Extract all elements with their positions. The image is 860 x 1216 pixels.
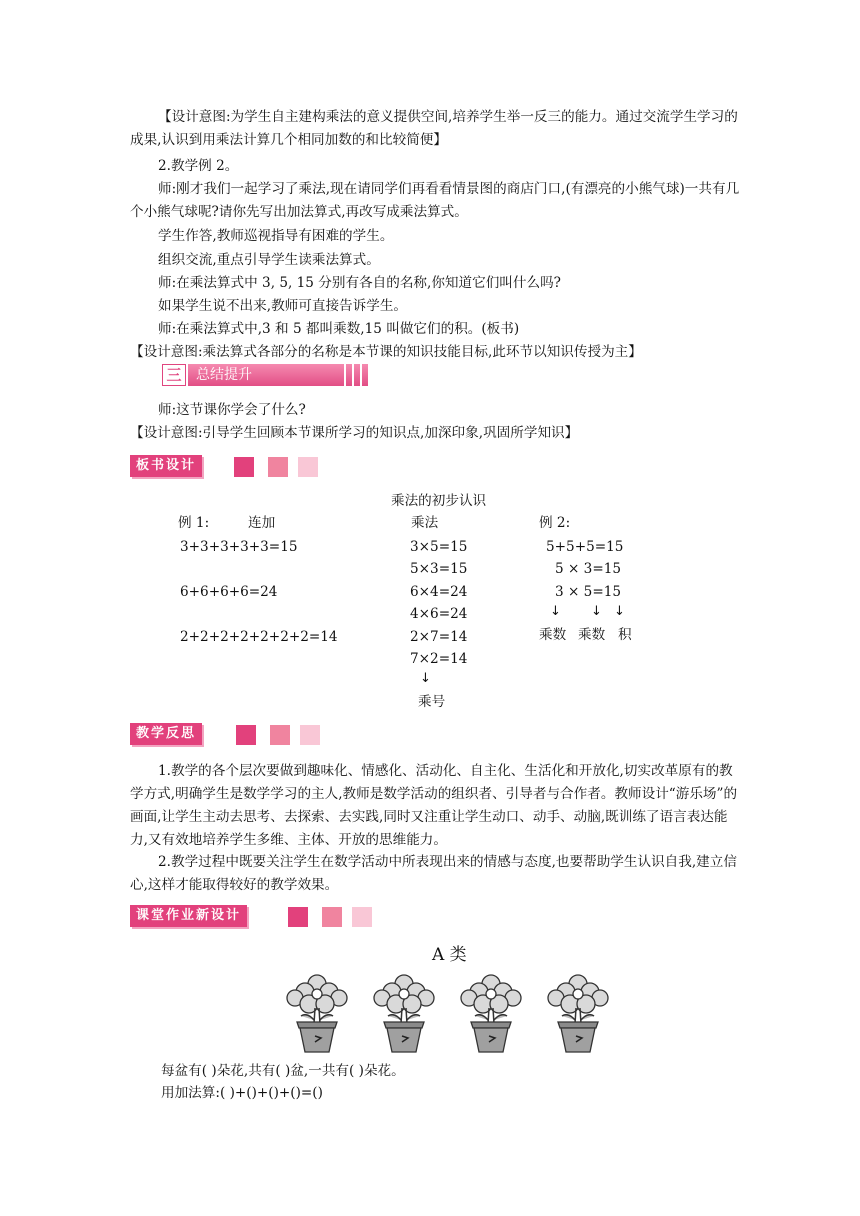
board-equation: 2×7=14 — [410, 629, 468, 645]
section-summary-banner — [162, 364, 368, 386]
square-decoration — [270, 725, 290, 745]
board-title: 乘法的初步认识 — [391, 493, 487, 509]
square-decoration — [300, 725, 320, 745]
teacher-line-1: 师:刚才我们一起学习了乘法,现在请同学们再看看情景图的商店门口,(有漂亮的小熊气球)一共有几个小熊气球呢?请你先写出加法算式,再改写成乘法算式。 — [130, 181, 740, 220]
step-2: 2.教学例 2。 — [158, 158, 239, 174]
board-col2-label: 乘号 — [418, 694, 446, 710]
board-equation: 5 × 3=15 — [555, 561, 622, 577]
board-label-multiplier: 乘数 — [539, 627, 567, 643]
down-arrow-icon: ↓ — [614, 604, 625, 619]
square-decoration — [234, 457, 254, 477]
down-arrow-icon: ↓ — [550, 604, 561, 619]
square-decoration — [288, 907, 308, 927]
board-equation: 6+6+6+6=24 — [180, 584, 278, 600]
teacher-line-3: 师:在乘法算式中,3 和 5 都叫乘数,15 叫做它们的积。(板书) — [158, 321, 520, 337]
student-work-line: 学生作答,教师巡视指导有困难的学生。 — [158, 228, 394, 244]
homework-question-1: 每盆有( )朵花,共有( )盆,一共有( )朵花。 — [161, 1063, 405, 1079]
board-equation: 3+3+3+3+3=15 — [180, 539, 298, 555]
flower-pot-icon — [281, 972, 353, 1054]
board-design-label: 板书设计 — [130, 455, 202, 477]
board-col2-head: 乘法 — [411, 515, 439, 531]
reflection-paragraph-1: 1.教学的各个层次要做到趣味化、情感化、活动化、自主化、生活化和开放化,切实改革原有的教学方式,明确学生是数学学习的主人,教师是数学活动的组织者、引导者与合作者。教师设计“游乐场”的画面,让学生主动去思考、去探索、去实践,同时又注重让学生动口、动手、动脑,既训练了语言表达能力,又有效地培养学生多维、主体、开放的思维能力。 — [130, 763, 738, 848]
flower-pot-icon — [455, 972, 527, 1054]
square-decoration — [236, 725, 256, 745]
flower-pot-icon — [542, 972, 614, 1054]
homework-label: 课堂作业新设计 — [130, 905, 247, 927]
board-equation: 5+5+5=15 — [546, 539, 624, 555]
board-label-multiplier: 乘数 — [578, 627, 606, 643]
board-equation: 6×4=24 — [410, 584, 468, 600]
board-label-product: 积 — [618, 627, 632, 643]
if-not-line: 如果学生说不出来,教师可直接告诉学生。 — [158, 298, 408, 314]
square-decoration — [268, 457, 288, 477]
flower-pot-icon — [368, 972, 440, 1054]
board-col1-head-b: 连加 — [248, 515, 276, 531]
square-decoration — [352, 907, 372, 927]
reflection-paragraph-2: 2.教学过程中既要关注学生在数学活动中所表现出来的情感与态度,也要帮助学生认识自我,建立信心,这样才能取得较好的教学效果。 — [130, 854, 737, 893]
down-arrow-icon: ↓ — [591, 604, 602, 619]
square-decoration — [298, 457, 318, 477]
organize-line: 组织交流,重点引导学生读乘法算式。 — [158, 252, 380, 268]
section-title-bar — [188, 364, 368, 386]
board-equation: 7×2=14 — [410, 651, 468, 667]
board-equation: 2+2+2+2+2+2+2=14 — [180, 629, 338, 645]
section-title: 总结提升 — [196, 367, 252, 383]
square-decoration — [322, 907, 342, 927]
category-title: A 类 — [432, 945, 467, 965]
summary-design-intent: 【设计意图:引导学生回顾本节课所学习的知识点,加深印象,巩固所学知识】 — [130, 425, 579, 441]
stripes-decoration — [338, 364, 362, 386]
board-equation: 4×6=24 — [410, 606, 468, 622]
board-equation: 3×5=15 — [410, 539, 468, 555]
design-intent-1: 【设计意图:为学生自主建构乘法的意义提供空间,培养学生举一反三的能力。通过交流学生学习的成果,认识到用乘法计算几个相同加数的和比较简便】 — [130, 109, 738, 148]
board-equation: 5×3=15 — [410, 561, 468, 577]
section-number: 三 — [162, 364, 186, 386]
teacher-line-2: 师:在乘法算式中 3, 5, 15 分别有各自的名称,你知道它们叫什么吗? — [158, 275, 561, 291]
down-arrow-icon: ↓ — [420, 671, 431, 686]
summary-teacher-line: 师:这节课你学会了什么? — [158, 402, 306, 418]
design-intent-2: 【设计意图:乘法算式各部分的名称是本节课的知识技能目标,此环节以知识传授为主】 — [130, 344, 642, 360]
board-equation: 3 × 5=15 — [555, 584, 622, 600]
reflection-label: 教学反思 — [130, 723, 202, 745]
homework-question-2: 用加法算:( )+()+()+()=() — [161, 1085, 323, 1101]
board-col1-head-a: 例 1: — [178, 515, 210, 531]
board-col3-head: 例 2: — [539, 515, 571, 531]
